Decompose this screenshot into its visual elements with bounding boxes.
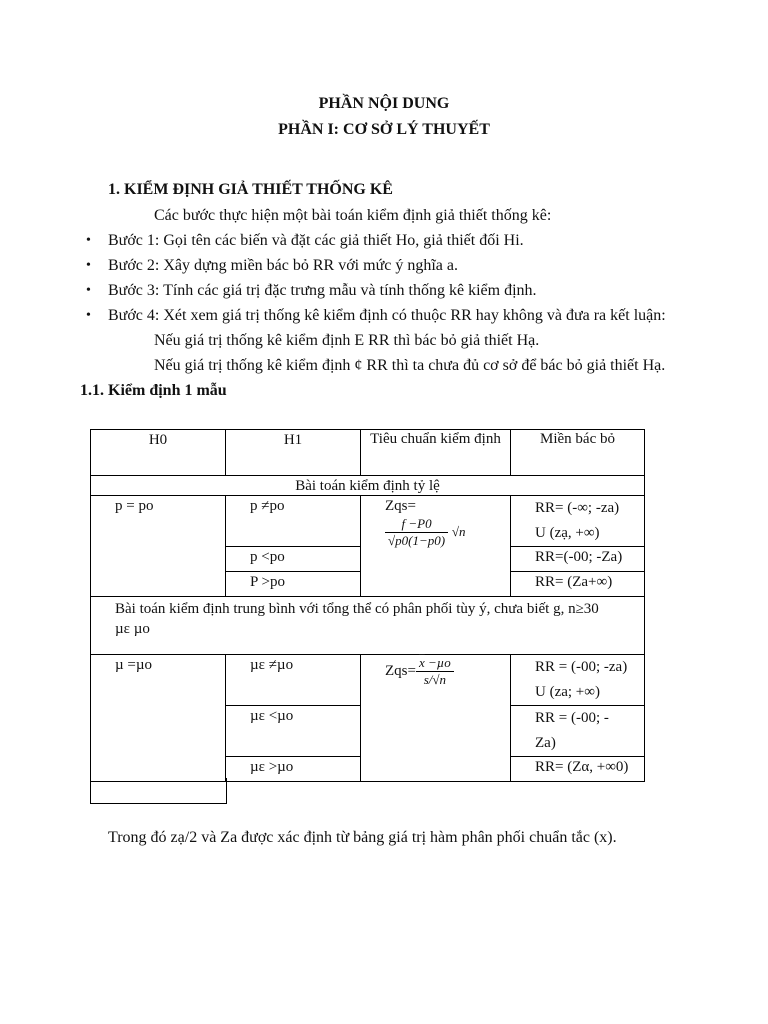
list-item: Bước 3: Tính các giá trị đặc trưng mẫu và tính thống kê kiểm định.: [108, 282, 537, 299]
table-trailing-cell: [90, 778, 227, 804]
table-header-row: [91, 430, 645, 476]
table-group-row: [91, 476, 645, 496]
cell-h0: p = po: [91, 496, 226, 597]
rr-line: RR = (-00; -: [535, 710, 609, 726]
stat-numerator: f −P0: [385, 516, 448, 533]
rr-line: U (za; +∞): [535, 684, 600, 700]
subsection-heading: 1.1. Kiểm định 1 mẫu: [80, 382, 227, 399]
hypothesis-table: [90, 429, 645, 782]
stat-xbar: $\overline{x}$: [418, 655, 425, 670]
cell-rejection-region: RR=(-00; -Za): [511, 547, 645, 572]
header-h1: H1: [226, 430, 361, 476]
intro-text: Các bước thực hiện một bài toán kiểm định giả thiết thống kê:: [154, 207, 552, 224]
table-group-row: [91, 597, 645, 655]
table-row: [91, 655, 645, 706]
rr-line: Za): [535, 735, 556, 751]
page-subtitle: PHẦN I: CƠ SỞ LÝ THUYẾT: [278, 121, 490, 138]
section-heading: 1. KIỂM ĐỊNH GIẢ THIẾT THỐNG KÊ: [108, 181, 393, 198]
cell-h0: µ =µo: [91, 655, 226, 782]
cell-h1: p <po: [226, 547, 361, 572]
rr-line: RR= (-∞; -za): [535, 500, 620, 516]
cell-h1: P >po: [226, 572, 361, 597]
bullet-icon: •: [86, 308, 91, 323]
cell-rejection-region: RR= (Za+∞): [511, 572, 645, 597]
stat-fraction: [416, 655, 454, 688]
cell-test-statistic: [361, 496, 511, 597]
stat-numerator: [416, 655, 454, 672]
cell-rejection-region: [511, 706, 645, 757]
group-title-proportion: Bài toán kiểm định tỷ lệ: [91, 476, 645, 496]
stat-sqrt-n: √n: [451, 523, 466, 539]
rr-line: RR = (-00; -za): [535, 659, 628, 675]
cell-rejection-region: [511, 496, 645, 547]
page-title: PHẦN NỘI DUNG: [318, 95, 450, 112]
header-rejection-region: Miền bác bỏ: [511, 430, 645, 476]
group-title-mean-line1: Bài toán kiểm định trung bình với tổng thể có phân phối tùy ý, chưa biết g, n≥30: [115, 601, 599, 617]
footer-note: Trong đó zạ/2 và Za được xác định từ bảng giá trị hàm phân phối chuẩn tắc (x).: [108, 829, 617, 846]
cell-h1: µε >µo: [226, 757, 361, 782]
header-test-statistic: Tiêu chuẩn kiểm định: [361, 430, 511, 476]
cell-h1: µε ≠µo: [226, 655, 361, 706]
stat-formula: [385, 655, 510, 688]
list-item: Bước 4: Xét xem giá trị thống kê kiểm định có thuộc RR hay không và đưa ra kết luận:: [108, 307, 666, 324]
bullet-icon: •: [86, 283, 91, 298]
group-title-mean-line2: µε µo: [115, 621, 150, 637]
bullet-icon: •: [86, 233, 91, 248]
conclusion-reject: Nếu giá trị thống kê kiểm định E RR thì bác bỏ giả thiết Hạ.: [154, 332, 540, 349]
cell-h1: µε <µo: [226, 706, 361, 757]
stat-numerator-rest: −µo: [424, 655, 451, 670]
rr-line: U (zạ, +∞): [535, 525, 600, 541]
stat-denominator: √p0(1−p0): [388, 533, 446, 548]
stat-fraction: [385, 516, 448, 549]
header-h0: H0: [91, 430, 226, 476]
bullet-icon: •: [86, 258, 91, 273]
stat-formula: [385, 516, 510, 549]
group-title-mean: [91, 597, 645, 655]
list-item: Bước 1: Gọi tên các biến và đặt các giả thiết Ho, giả thiết đối Hi.: [108, 232, 524, 249]
conclusion-accept: Nếu giá trị thống kê kiểm định ¢ RR thì ta chưa đủ cơ sở để bác bỏ giả thiết Hạ.: [154, 357, 666, 374]
cell-rejection-region: RR= (Zα, +∞0): [511, 757, 645, 782]
stat-denominator: s/√n: [423, 672, 447, 687]
cell-rejection-region: [511, 655, 645, 706]
table-row: [91, 496, 645, 547]
stat-label: Zqs=: [385, 663, 416, 679]
cell-h1: p ≠po: [226, 496, 361, 547]
list-item: Bước 2: Xây dựng miền bác bỏ RR với mức ý nghĩa a.: [108, 257, 458, 274]
cell-test-statistic: [361, 655, 511, 782]
stat-label: Zqs=: [385, 498, 416, 514]
